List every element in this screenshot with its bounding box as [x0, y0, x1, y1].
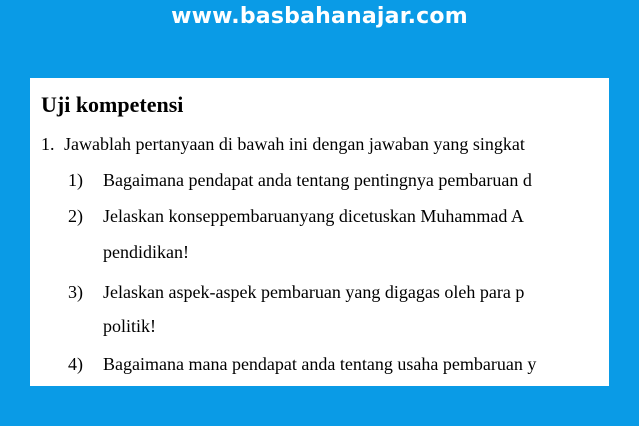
sub-question-text-continued: pendidikan!: [103, 242, 189, 262]
question-number: 1.: [41, 134, 55, 154]
sub-question-text: Bagaimana mana pendapat anda tentang usaha pembaruan y: [103, 354, 537, 374]
document-panel: [30, 78, 609, 386]
site-url-banner: www.basbahanajar.com: [171, 4, 468, 29]
section-title: Uji kompetensi: [41, 92, 184, 117]
sub-question-number: 1): [68, 170, 83, 190]
sub-question-text: Jelaskan konseppembaruanyang dicetuskan Muhammad A: [103, 206, 524, 226]
sub-question-number: 2): [68, 206, 83, 226]
sub-question-number: 3): [68, 282, 83, 302]
sub-question-text-continued: politik!: [103, 316, 156, 336]
sub-question-number: 4): [68, 354, 83, 374]
sub-question-text: Bagaimana pendapat anda tentang pentingnya pembaruan d: [103, 170, 532, 190]
sub-question-text: Jelaskan aspek-aspek pembaruan yang digagas oleh para p: [103, 282, 525, 302]
question-text: Jawablah pertanyaan di bawah ini dengan jawaban yang singkat: [64, 134, 525, 154]
